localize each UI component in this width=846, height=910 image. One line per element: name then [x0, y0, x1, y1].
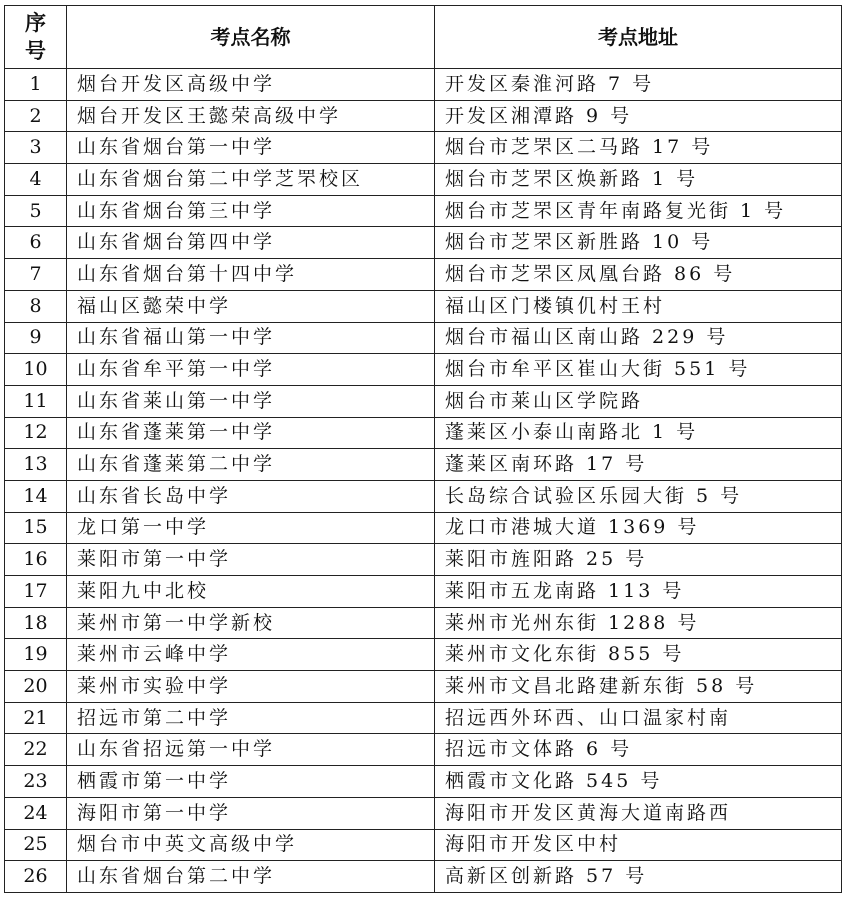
row-index: 20	[5, 671, 67, 703]
row-site-name: 莱州市实验中学	[67, 671, 435, 703]
row-site-address: 烟台市牟平区崔山大街 551 号	[435, 354, 842, 386]
row-index: 2	[5, 100, 67, 132]
row-site-name: 莱阳市第一中学	[67, 544, 435, 576]
row-site-name: 山东省烟台第一中学	[67, 132, 435, 164]
table-row	[5, 417, 842, 449]
row-index: 4	[5, 164, 67, 196]
table-row	[5, 607, 842, 639]
row-site-address: 烟台市福山区南山路 229 号	[435, 322, 842, 354]
row-index: 5	[5, 195, 67, 227]
row-site-name: 烟台开发区王懿荣高级中学	[67, 100, 435, 132]
row-site-name: 莱阳九中北校	[67, 576, 435, 608]
row-site-address: 长岛综合试验区乐园大街 5 号	[435, 480, 842, 512]
row-site-name: 莱州市云峰中学	[67, 639, 435, 671]
row-site-address: 烟台市芝罘区新胜路 10 号	[435, 227, 842, 259]
header-index	[5, 6, 67, 69]
row-site-address: 烟台市莱山区学院路	[435, 385, 842, 417]
header-index-line1: 序	[25, 9, 46, 35]
row-site-name: 栖霞市第一中学	[67, 766, 435, 798]
row-index: 22	[5, 734, 67, 766]
row-site-address: 莱州市文昌北路建新东街 58 号	[435, 671, 842, 703]
table-row	[5, 544, 842, 576]
row-index: 3	[5, 132, 67, 164]
row-index: 14	[5, 480, 67, 512]
table-row	[5, 354, 842, 386]
row-site-name: 山东省烟台第二中学	[67, 861, 435, 893]
row-site-name: 山东省福山第一中学	[67, 322, 435, 354]
row-index: 9	[5, 322, 67, 354]
row-site-address: 莱州市文化东街 855 号	[435, 639, 842, 671]
table-row	[5, 195, 842, 227]
row-site-name: 山东省蓬莱第一中学	[67, 417, 435, 449]
header-row	[5, 6, 842, 69]
row-index: 8	[5, 290, 67, 322]
header-name: 考点名称	[67, 6, 435, 69]
row-site-address: 海阳市开发区中村	[435, 829, 842, 861]
table-row	[5, 797, 842, 829]
row-site-name: 山东省蓬莱第二中学	[67, 449, 435, 481]
row-site-name: 山东省烟台第三中学	[67, 195, 435, 227]
row-site-address: 烟台市芝罘区青年南路复光街 1 号	[435, 195, 842, 227]
row-index: 7	[5, 259, 67, 291]
row-site-name: 山东省长岛中学	[67, 480, 435, 512]
row-site-address: 烟台市芝罘区二马路 17 号	[435, 132, 842, 164]
table-row	[5, 671, 842, 703]
row-site-address: 烟台市芝罘区凤凰台路 86 号	[435, 259, 842, 291]
table-row	[5, 766, 842, 798]
table-body	[5, 69, 842, 893]
row-site-address: 蓬莱区小泰山南路北 1 号	[435, 417, 842, 449]
row-site-address: 烟台市芝罘区焕新路 1 号	[435, 164, 842, 196]
row-site-name: 山东省莱山第一中学	[67, 385, 435, 417]
table-row	[5, 227, 842, 259]
exam-sites-table	[4, 5, 842, 893]
row-site-address: 莱州市光州东街 1288 号	[435, 607, 842, 639]
row-site-address: 开发区湘潭路 9 号	[435, 100, 842, 132]
table-row	[5, 829, 842, 861]
row-site-name: 山东省招远第一中学	[67, 734, 435, 766]
row-index: 26	[5, 861, 67, 893]
table-row	[5, 69, 842, 101]
row-site-address: 福山区门楼镇仉村王村	[435, 290, 842, 322]
row-site-name: 山东省牟平第一中学	[67, 354, 435, 386]
row-site-address: 海阳市开发区黄海大道南路西	[435, 797, 842, 829]
row-site-address: 栖霞市文化路 545 号	[435, 766, 842, 798]
table-row	[5, 164, 842, 196]
row-site-name: 龙口第一中学	[67, 512, 435, 544]
row-index: 10	[5, 354, 67, 386]
row-site-name: 烟台市中英文高级中学	[67, 829, 435, 861]
row-index: 24	[5, 797, 67, 829]
table-row	[5, 512, 842, 544]
row-site-address: 招远西外环西、山口温家村南	[435, 702, 842, 734]
row-site-address: 莱阳市旌阳路 25 号	[435, 544, 842, 576]
row-site-address: 招远市文体路 6 号	[435, 734, 842, 766]
row-site-name: 烟台开发区高级中学	[67, 69, 435, 101]
row-index: 21	[5, 702, 67, 734]
row-site-address: 莱阳市五龙南路 113 号	[435, 576, 842, 608]
table-row	[5, 639, 842, 671]
row-index: 25	[5, 829, 67, 861]
row-index: 19	[5, 639, 67, 671]
row-site-name: 山东省烟台第十四中学	[67, 259, 435, 291]
table-row	[5, 861, 842, 893]
row-index: 16	[5, 544, 67, 576]
table-row	[5, 702, 842, 734]
table-row	[5, 385, 842, 417]
table-row	[5, 100, 842, 132]
table-row	[5, 576, 842, 608]
row-site-address: 龙口市港城大道 1369 号	[435, 512, 842, 544]
table-row	[5, 480, 842, 512]
row-index: 11	[5, 385, 67, 417]
row-index: 12	[5, 417, 67, 449]
row-site-address: 蓬莱区南环路 17 号	[435, 449, 842, 481]
table-row	[5, 734, 842, 766]
row-index: 23	[5, 766, 67, 798]
header-index-line2: 号	[25, 38, 46, 63]
row-site-name: 福山区懿荣中学	[67, 290, 435, 322]
row-site-name: 海阳市第一中学	[67, 797, 435, 829]
row-index: 13	[5, 449, 67, 481]
table-row	[5, 259, 842, 291]
row-index: 1	[5, 69, 67, 101]
row-index: 18	[5, 607, 67, 639]
row-index: 15	[5, 512, 67, 544]
row-site-name: 莱州市第一中学新校	[67, 607, 435, 639]
row-site-name: 山东省烟台第四中学	[67, 227, 435, 259]
table-row	[5, 290, 842, 322]
table-row	[5, 322, 842, 354]
row-site-name: 山东省烟台第二中学芝罘校区	[67, 164, 435, 196]
row-site-address: 高新区创新路 57 号	[435, 861, 842, 893]
table-row	[5, 132, 842, 164]
row-index: 17	[5, 576, 67, 608]
row-site-name: 招远市第二中学	[67, 702, 435, 734]
header-address: 考点地址	[435, 6, 842, 69]
row-site-address: 开发区秦淮河路 7 号	[435, 69, 842, 101]
table-row	[5, 449, 842, 481]
row-index: 6	[5, 227, 67, 259]
